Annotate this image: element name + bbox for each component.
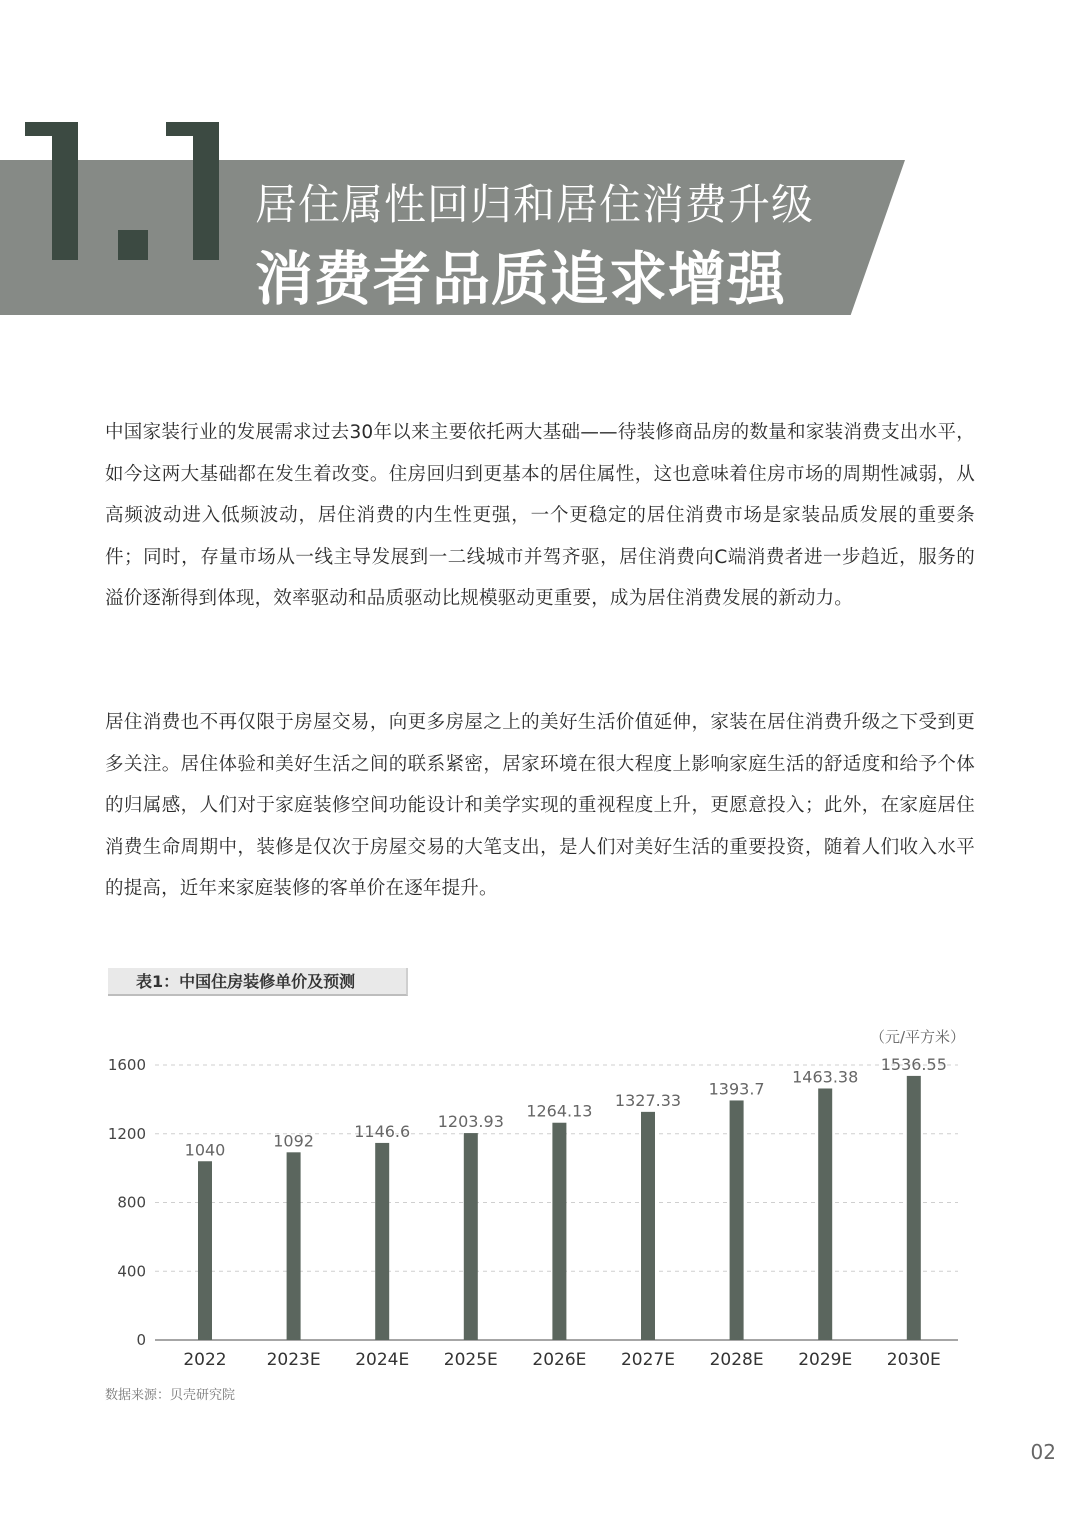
data-label-2029E: 1463.38 [792,1067,859,1087]
x-tick-label: 2027E [620,1350,676,1370]
x-tick-label: 2024E [355,1350,410,1370]
data-label-2022: 1040 [184,1140,226,1160]
bar-2026E [552,1123,566,1340]
x-tick-label: 2029E [798,1350,853,1370]
y-tick-label: 0 [136,1331,146,1349]
body-paragraph-2: 居住消费也不再仅限于房屋交易，向更多房屋之上的美好生活价值延伸，家装在居住消费升级之下受到更多关注。居住体验和美好生活之间的联系紧密，居家环境在很大程度上影响家庭生活的舒适度和给予个体的归属感，人们对于家庭装修空间功能设计和美学实现的重视程度上升，更愿意投入；此外，在家庭居住消费生命周期中，装修是仅次于房屋交易的大笔支出，是人们对美好生活的重要投资，随着人们收入水平的提高，近年来家庭装修的客单价在逐年提升。 [105,712,975,900]
chart-title-tag [108,968,408,996]
y-tick-label: 1200 [107,1124,146,1143]
bar-2023E [287,1152,301,1340]
chart-unit-label: （元/平方米） [869,1028,965,1046]
data-label-2024E: 1146.6 [354,1121,411,1141]
x-tick-label: 2030E [886,1350,941,1370]
chart-y-ticks [108,1056,146,1349]
data-label-2028E: 1393.7 [708,1079,765,1099]
x-tick-label: 2028E [709,1350,764,1370]
bar-2022 [198,1161,212,1340]
y-tick-label: 400 [117,1262,146,1281]
x-tick-label: 2022 [183,1350,227,1370]
bar-2024E [375,1143,389,1340]
data-label-2023E: 1092 [273,1131,314,1151]
bar-2028E [730,1100,744,1340]
data-label-2026E: 1264.13 [526,1101,593,1121]
x-tick-label: 2026E [532,1350,587,1370]
x-tick-label: 2023E [266,1350,321,1370]
chart-x-ticks [183,1350,940,1370]
bar-2027E [641,1112,655,1340]
page-number: 02 [1030,1440,1056,1464]
bar-2030E [907,1076,921,1340]
bar-2025E [464,1133,478,1340]
y-tick-label: 1600 [107,1056,146,1074]
body-paragraph-1: 中国家装行业的发展需求过去30年以来主要依托两大基础——待装修商品房的数量和家装消费支出水平，如今这两大基础都在发生着改变。住房回归到更基本的居住属性，这也意味着住房市场的周期性减弱，从高频波动进入低频波动，居住消费的内生性更强，一个更稳定的居住消费市场是家装品质发展的重要条件；同时，存量市场从一线主导发展到一二线城市并驾齐驱，居住消费向C端消费者进一步趋近，服务的溢价逐渐得到体现，效率驱动和品质驱动比规模驱动更重要，成为居住消费发展的新动力。 [105,422,975,610]
data-source: 数据来源：贝壳研究院 [105,1388,236,1403]
bar-chart [0,1020,1080,1380]
section-title: 居住属性回归和居住消费升级 [255,180,815,229]
section-subtitle: 消费者品质追求增强 [255,245,787,313]
chart-title: 表1：中国住房装修单价及预测 [136,972,356,991]
data-label-2025E: 1203.93 [437,1112,504,1132]
data-label-2027E: 1327.33 [614,1090,682,1110]
bar-2029E [818,1088,832,1340]
x-tick-label: 2025E [443,1350,498,1370]
y-tick-label: 800 [117,1193,146,1212]
data-label-2030E: 1536.55 [880,1054,947,1074]
